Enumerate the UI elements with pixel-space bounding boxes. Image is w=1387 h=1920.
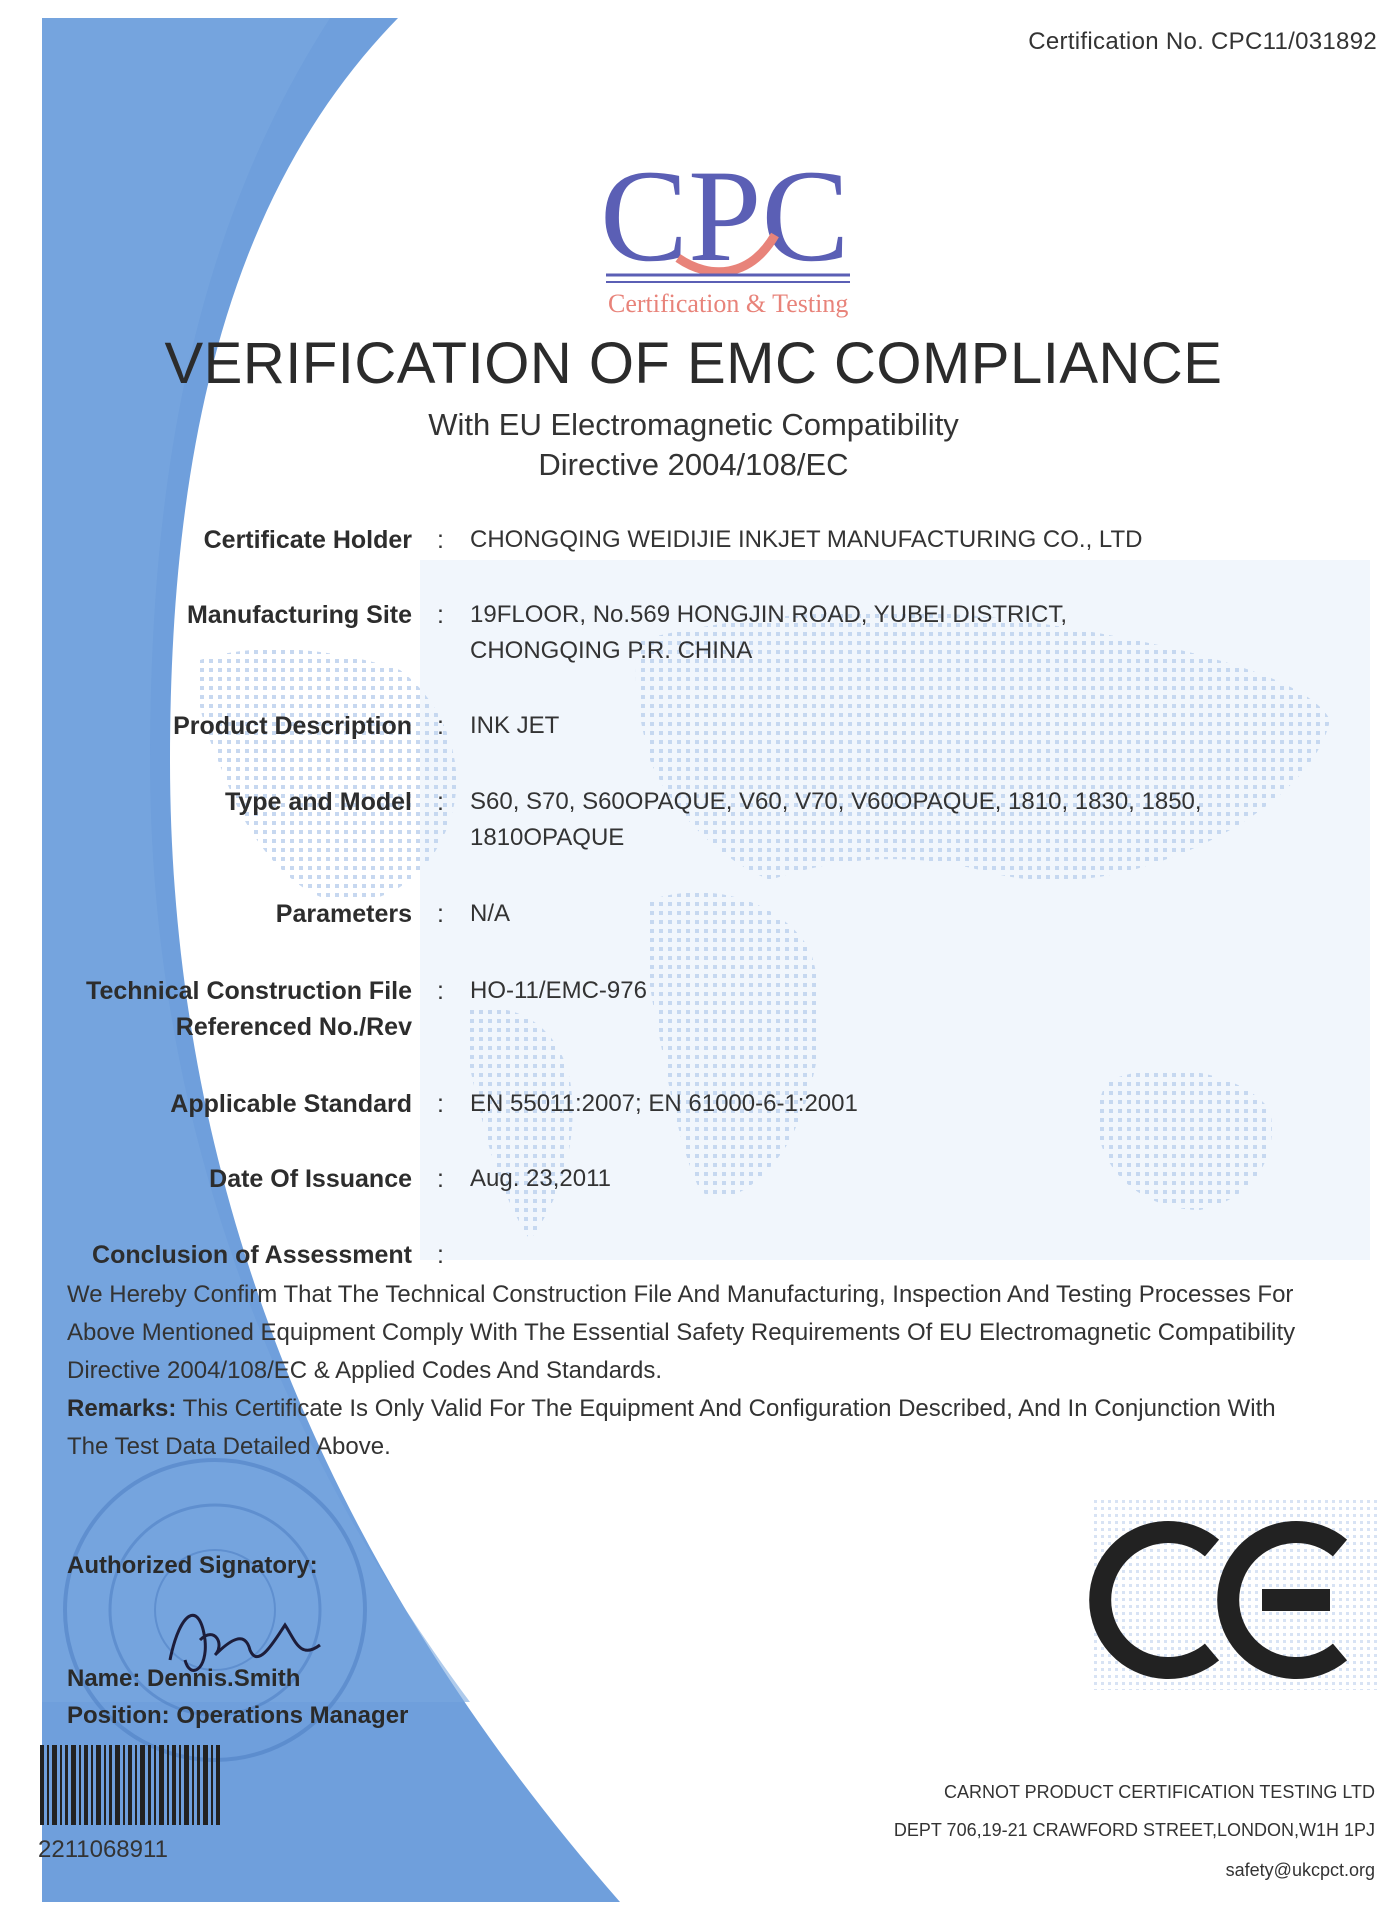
field-colon: : (437, 977, 444, 1005)
field-value: N/A (470, 900, 511, 927)
barcode-number: 2211068911 (38, 1836, 168, 1863)
signatory-heading: Authorized Signatory: (67, 1552, 318, 1579)
cpc-logo-letters: CPC (600, 142, 850, 289)
field-colon: : (437, 1090, 444, 1118)
field-colon: : (437, 601, 444, 629)
field-colon: : (437, 712, 444, 740)
document-title: VERIFICATION OF EMC COMPLIANCE (164, 331, 1223, 396)
footer-company: CARNOT PRODUCT CERTIFICATION TESTING LTD (943, 1782, 1375, 1802)
remarks-text (67, 1390, 1377, 1466)
field-label: Applicable Standard (170, 1090, 412, 1118)
signatory-name: Name: Dennis.Smith (67, 1665, 301, 1692)
field-colon: : (437, 526, 444, 554)
conclusion-line: Directive 2004/108/EC & Applied Codes And Standards. (67, 1357, 663, 1384)
conclusion-line: We Hereby Confirm That The Technical Construction File And Manufacturing, Inspection And Testing Processes For (67, 1281, 1294, 1308)
field-value: S60, S70, S60OPAQUE, V60, V70, V60OPAQUE, 1810, 1830, 1850, (470, 788, 1202, 815)
field-value: 19FLOOR, No.569 HONGJIN ROAD, YUBEI DISTRICT, (470, 601, 1068, 628)
field-label: Product Description (173, 712, 412, 740)
field-label: Type and Model (224, 788, 412, 816)
conclusion-label: Conclusion of Assessment (92, 1241, 412, 1269)
field-label: Manufacturing Site (186, 601, 412, 629)
conclusion-text (67, 1276, 1377, 1390)
remarks-line: This Certificate Is Only Valid For The Equipment And Configuration Described, And In Conjunction With (176, 1395, 1276, 1422)
field-colon: : (437, 788, 444, 816)
cpc-logo-graphic (600, 140, 860, 320)
field-colon: : (437, 1165, 444, 1193)
field-colon: : (437, 900, 444, 928)
footer-email[interactable]: safety@ukcpct.org (1225, 1860, 1375, 1880)
footer-address: DEPT 706,19-21 CRAWFORD STREET,LONDON,W1H 1PJ (893, 1820, 1375, 1840)
document-subtitle (0, 405, 1387, 485)
certification-number: Certification No. CPC11/031892 (1028, 28, 1377, 55)
subtitle-line-1: With EU Electromagnetic Compatibility (428, 407, 959, 442)
field-value: CHONGQING P.R. CHINA (470, 637, 753, 664)
field-label: Referenced No./Rev (175, 1013, 412, 1041)
field-label: Parameters (275, 900, 412, 928)
field-value: CHONGQING WEIDIJIE INKJET MANUFACTURING CO., LTD (470, 526, 1143, 553)
remarks-line: The Test Data Detailed Above. (67, 1433, 391, 1460)
signatory-position: Position: Operations Manager (67, 1702, 409, 1729)
conclusion-line: Above Mentioned Equipment Comply With The Essential Safety Requirements Of EU Electromagnetic Compatibility (67, 1319, 1296, 1346)
field-value: 1810OPAQUE (470, 824, 625, 851)
field-label: Date Of Issuance (209, 1165, 412, 1193)
field-colon: : (437, 1241, 444, 1269)
field-label: Technical Construction File (86, 977, 412, 1005)
subtitle-line-2: Directive 2004/108/EC (538, 447, 849, 482)
field-value: EN 55011:2007; EN 61000-6-1:2001 (470, 1090, 858, 1117)
barcode (40, 1745, 220, 1825)
field-value: Aug. 23,2011 (470, 1165, 612, 1192)
field-label: Certificate Holder (203, 526, 412, 554)
remarks-label: Remarks: (67, 1395, 177, 1422)
field-value: HO-11/EMC-976 (470, 977, 647, 1004)
cpc-logo-tagline: Certification & Testing (608, 289, 849, 318)
field-value: INK JET (470, 712, 560, 739)
cpc-logo (600, 140, 860, 325)
